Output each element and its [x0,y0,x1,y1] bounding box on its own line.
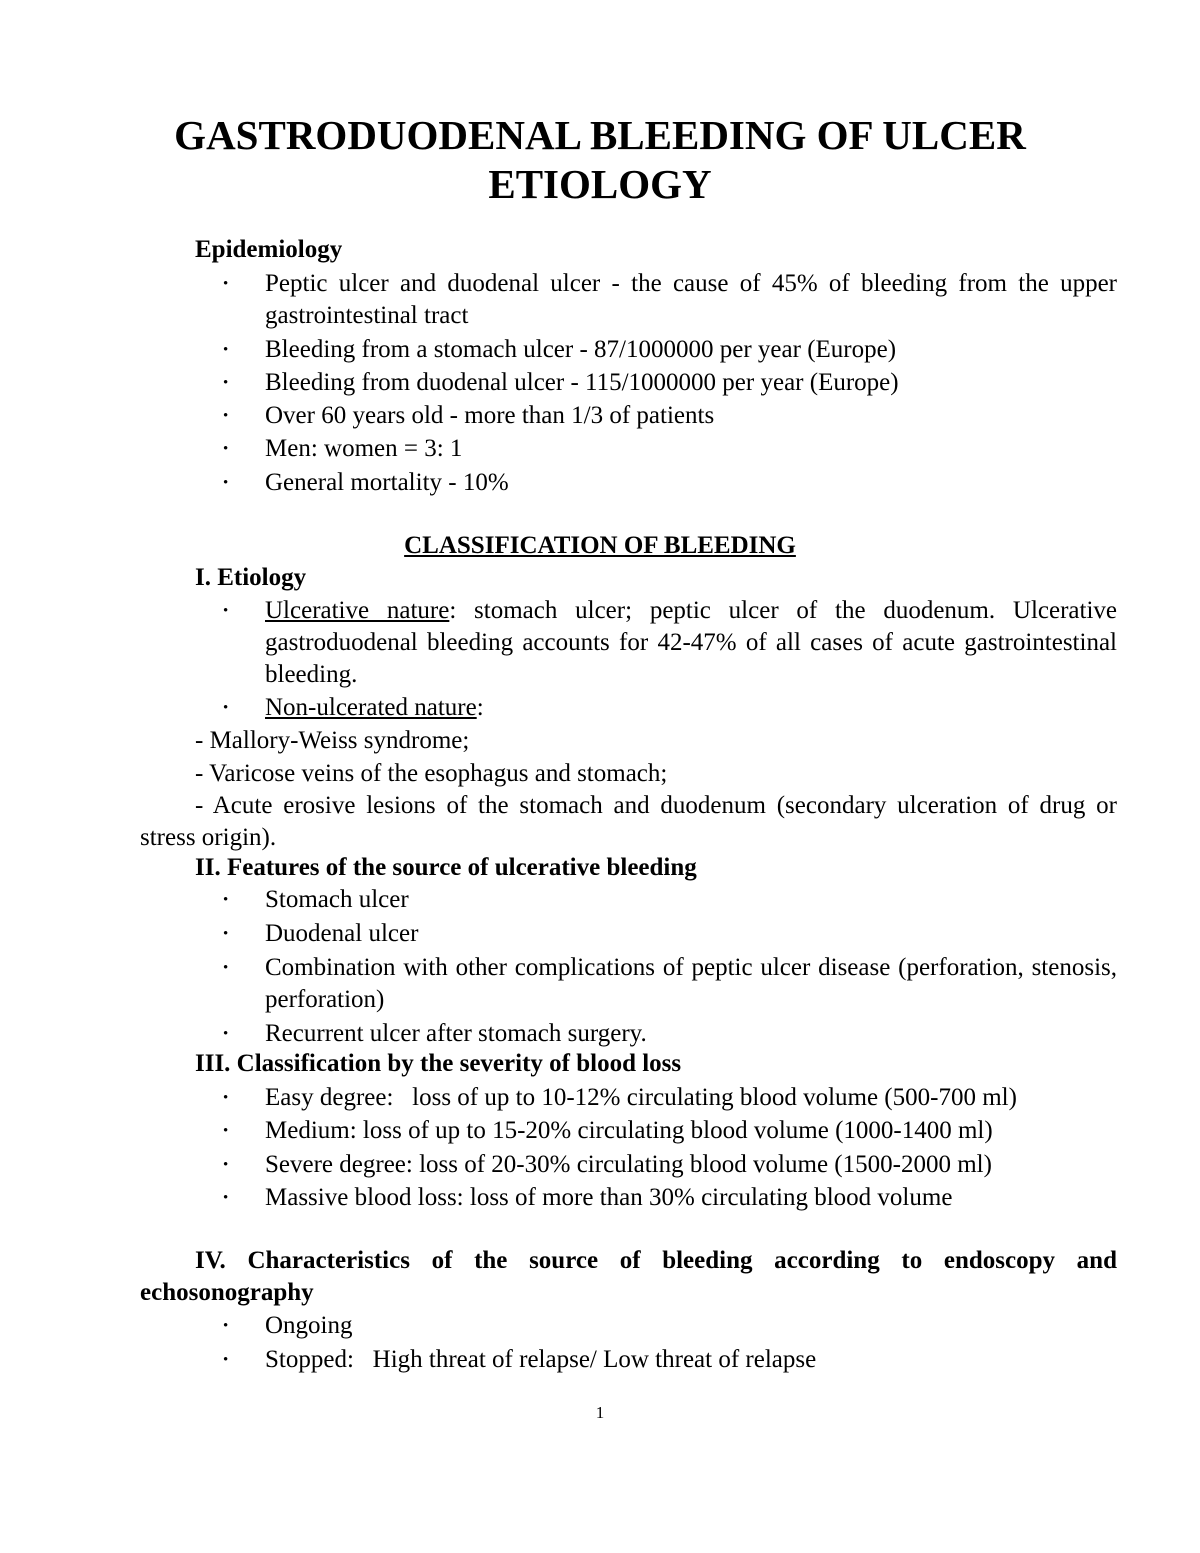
features-item: Stomach ulcer [265,886,409,913]
bullet-icon: • [223,342,229,358]
characteristics-heading: IV. Characteristics of the source of bleeding according to endoscopy and echosonography [140,1247,1117,1306]
non-ulcerated-nature-item [265,692,1117,724]
dash-item: - Acute erosive lesions of the stomach and duodenum (secondary ulceration of drug or stress origin). [140,792,1117,851]
epidemiology-heading: Epidemiology [195,236,343,263]
bullet-icon: • [223,892,229,908]
bullet-icon: • [223,1026,229,1042]
ulcerative-nature-label: Ulcerative nature [265,597,450,624]
document-title-line-1: GASTRODUODENAL BLEEDING OF ULCER [174,112,1026,158]
characteristics-item: Stopped: High threat of relapse/ Low threat of relapse [265,1346,817,1373]
features-item: Combination with other complications of peptic ulcer disease (perforation, stenosis, perforation) [265,954,1117,1013]
ulcerative-nature-text: : stomach ulcer; peptic ulcer of the duodenum. Ulcerative gastroduodenal bleeding accounts for 42-47% of all cases of acute gastrointestinal bleeding. [265,597,1117,688]
bullet-icon: • [223,926,229,942]
epidemiology-item: Peptic ulcer and duodenal ulcer - the cause of 45% of bleeding from the upper gastrointestinal tract [265,270,1117,329]
bullet-icon: • [223,475,229,491]
epidemiology-item: General mortality - 10% [265,469,509,496]
epidemiology-item: Bleeding from duodenal ulcer - 115/1000000 per year (Europe) [265,369,899,396]
bullet-icon: • [223,1352,229,1368]
features-item: Recurrent ulcer after stomach surgery. [265,1020,647,1047]
epidemiology-item: Over 60 years old - more than 1/3 of patients [265,402,715,429]
bullet-icon: • [223,700,229,716]
epidemiology-item: Bleeding from a stomach ulcer - 87/1000000 per year (Europe) [265,336,897,363]
bullet-icon: • [223,1157,229,1173]
severity-item: Massive blood loss: loss of more than 30% circulating blood volume [265,1184,953,1211]
bullet-icon: • [223,1190,229,1206]
document-title-line-2: ETIOLOGY [488,161,712,207]
bullet-icon: • [223,603,229,619]
ulcerative-nature-item [265,595,1117,691]
epidemiology-item: Men: women = 3: 1 [265,435,463,462]
severity-item: Medium: loss of up to 15-20% circulating blood volume (1000-1400 ml) [265,1117,993,1144]
bullet-icon: • [223,276,229,292]
non-ulcerated-nature-suffix: : [476,694,484,721]
classification-heading: CLASSIFICATION OF BLEEDING [404,532,796,559]
features-item: Duodenal ulcer [265,920,419,947]
dash-item: - Varicose veins of the esophagus and stomach; [195,760,668,787]
etiology-heading: I. Etiology [195,564,307,591]
characteristics-item: Ongoing [265,1312,353,1339]
non-ulcerated-nature-label: Non-ulcerated nature [265,694,477,721]
bullet-icon: • [223,408,229,424]
severity-heading: III. Classification by the severity of blood loss [195,1050,682,1077]
bullet-icon: • [223,375,229,391]
severity-item: Easy degree: loss of up to 10-12% circulating blood volume (500-700 ml) [265,1084,1017,1111]
bullet-icon: • [223,1318,229,1334]
features-heading: II. Features of the source of ulcerative bleeding [195,854,697,881]
dash-item: - Mallory-Weiss syndrome; [195,727,470,754]
bullet-icon: • [223,960,229,976]
bullet-icon: • [223,441,229,457]
severity-item: Severe degree: loss of 20-30% circulating blood volume (1500-2000 ml) [265,1151,992,1178]
page-number: 1 [595,1403,605,1422]
bullet-icon: • [223,1090,229,1106]
bullet-icon: • [223,1123,229,1139]
